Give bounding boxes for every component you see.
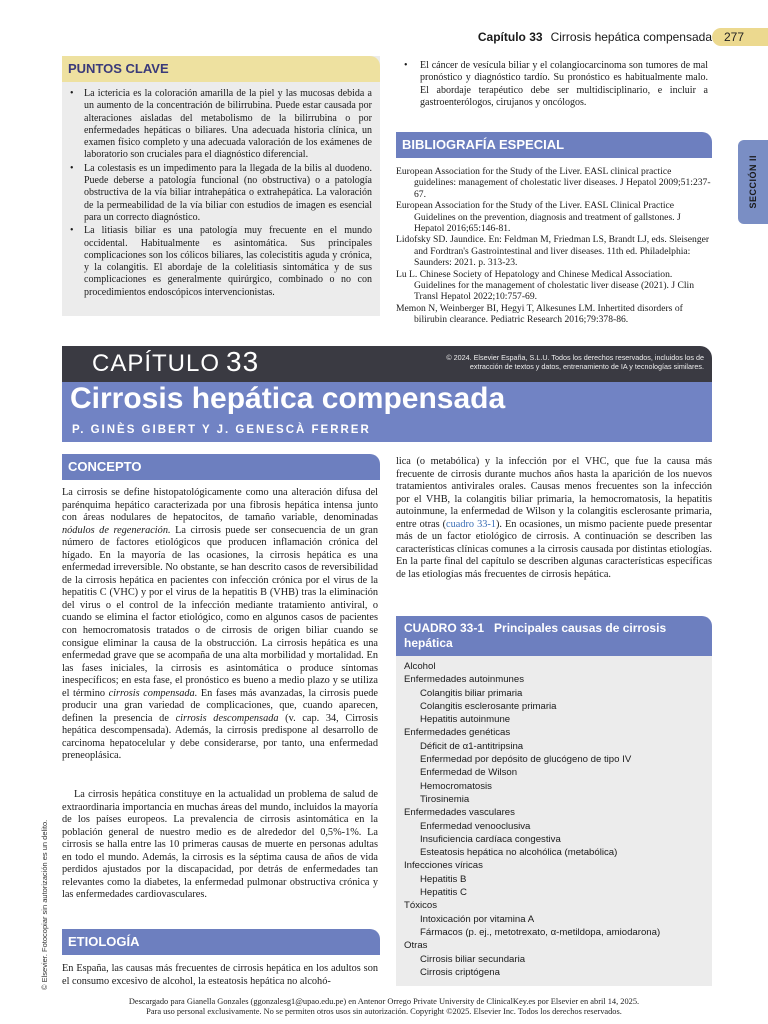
reference-item: Lidofsky SD. Jaundice. En: Feldman M, Friedman LS, Brandt LJ, eds. Sleisenger and Fordtran's Gastrointestinal and liver diseases. 11th ed. Philadelphia: Saunders: 2021. p. 313-23.	[396, 234, 710, 269]
cuadro-category: Tóxicos	[404, 900, 438, 912]
cuadro-subitem: Hemocromatosis	[420, 780, 492, 792]
puntos-clave-list	[68, 88, 372, 300]
etiologia-paragraph: En España, las causas más frecuentes de cirrosis hepática en los adultos son el consumo excesivo de alcohol, la esteatosis hepática no alcohó-	[62, 963, 378, 987]
bibliografia-heading: BIBLIOGRAFÍA ESPECIAL	[402, 137, 565, 152]
text-run: (v. cap. 34, Cirrosis hepática descompensada). Además, la cirrosis predispone al desarrollo de carcinoma hepatocelular y debe considerarse, por tanto, una enfermedad preneoplásica.	[62, 712, 378, 762]
cuadro-title-text: Principales causas de cirrosis hepática	[404, 621, 667, 650]
reference-item: Lu L. Chinese Society of Hepatology and Chinese Medical Association. Guidelines for the management of cholestatic liver disease (2021). J Clin Transl Hepatol 2022;10:757-69.	[396, 268, 695, 303]
bibliografia-list	[396, 166, 712, 326]
list-item: • La litiasis biliar es una patología muy frecuente en el mundo occidental. Habitualmente es asintomática. Sus principales complicaciones son los cólicos biliares, las colecistitis aguda y crónica, y la colangitis. El abordaje de la colelitiasis sintomática y de sus complicaciones es generalmente quirúrgico, combinado o no con procedimientos endoscópicos intervencionistas.	[68, 225, 372, 299]
reference-item: European Association for the Study of the Liver. EASL Clinical Practice Guidelines on the prevention, diagnosis and treatment of gallstones. J Hepatol 2016;65:146-81.	[396, 200, 681, 235]
cuadro-category: Enfermedades genéticas	[404, 727, 511, 739]
footer-line-2: Para uso personal exclusivamente. No se permiten otros usos sin autorización. Copyright ©2025. Elsevier Inc. Todos los derechos reservados.	[146, 1007, 622, 1016]
cuadro-category: Otras	[404, 940, 428, 952]
list-item: • La colestasis es un impedimento para la llegada de la bilis al duodeno. Puede deberse a patología funcional (no obstructiva) o a patología obstructiva de la vía biliar intrahepática o extrahepática. La valoración de la permeabilidad de la vía biliar con estudios de imagen es esencial para un correcto diagnóstico.	[68, 163, 372, 224]
emphasis: cirrosis compensada.	[108, 687, 198, 699]
text-run: En fases más avanzadas, la cirrosis puede producir una gran variedad de complicaciones, que, cuando aparecen, definen la presencia de	[62, 687, 378, 724]
reference-item: Memon N, Weinberger BI, Hegyi T, Alkesunes LM. Inhertited disorders of bilirubin clearance. Pediatric Research 2016;79:378-86.	[396, 302, 683, 326]
chapter-number: 33	[226, 346, 260, 377]
cuadro-subitem: Fármacos (p. ej., metotrexato, α-metildopa, amiodarona)	[420, 926, 661, 938]
section-tab-label: SECCIÓN II	[748, 155, 758, 209]
cuadro-subitem: Cirrosis biliar secundaria	[420, 953, 526, 965]
list-item: • La ictericia es la coloración amarilla de la piel y las mucosas debida a un aumento de la concentración de bilirrubina. Puede estar causada por alteraciones aisladas del metabolismo de la bilirrubina o por enfermedades hepáticas o biliares. Una adecuada historia clínica, un examen físico completo y una adecuada valoración de los exámenes de laboratorio son cruciales para el diagnóstico diferencial.	[68, 88, 372, 162]
emphasis: cirrosis descompensada	[175, 712, 279, 724]
cuadro-subitem: Intoxicación por vitamina A	[420, 913, 535, 925]
cuadro-subitem: Esteatosis hepática no alcohólica (metabólica)	[420, 847, 618, 859]
cuadro-subitem: Hepatitis C	[420, 887, 467, 899]
etiologia-heading: ETIOLOGÍA	[68, 934, 140, 949]
chapter-authors: P. GINÈS GIBERT Y J. GENESCÀ FERRER	[72, 424, 371, 436]
chapter-word: CAPÍTULO	[92, 350, 221, 377]
cuadro-list	[404, 660, 704, 979]
page-footer	[0, 997, 768, 1017]
cuadro-category: Infecciones víricas	[404, 860, 483, 872]
running-header	[478, 30, 712, 44]
right-column-paragraph	[396, 456, 712, 581]
cuadro-category: Enfermedades autoinmunes	[404, 674, 524, 686]
cuadro-subitem: Hepatitis autoinmune	[420, 714, 511, 726]
chapter-title: Cirrosis hepática compensada	[70, 382, 506, 415]
text-run: La cirrosis se define histopatológicamente como una alteración difusa del parénquima hepático caracterizada por una fibrosis hepática intensa junto con áreas nodulares de hepatocitos, de tamaño variable, denominadas	[62, 487, 378, 524]
cuadro-subitem: Déficit de α1-antitripsina	[420, 740, 524, 752]
cuadro-link[interactable]: cuadro 33-1	[446, 518, 496, 530]
cuadro-number: CUADRO 33-1	[404, 621, 485, 635]
cuadro-subitem: Cirrosis criptógena	[420, 966, 500, 978]
text-run: lica (o metabólica) y la infección por el VHC, que fue la causa más frecuente de cirrosis durante muchos años hasta la aparición de los nuevos tratamientos antivirales orales. Causas menos frecuentes son la infección por el VHB, la colangitis biliar primaria, la hemocromatosis, la hepatitis autoinmune, la enfermedad de Wilson y la colangitis esclerosante primaria, entre otras (	[396, 456, 712, 530]
cuadro-category: Enfermedades vasculares	[404, 807, 515, 819]
list-item: • El cáncer de vesícula biliar y el colangiocarcinoma son tumores de mal pronóstico y diagnóstico tardío. Su pronóstico es habitualmente malo. El abordaje terapéutico debe ser multidisciplinario, e incluir a gastroenterólogos, cirujanos y oncólogos.	[400, 60, 708, 109]
etiologia-header	[62, 929, 380, 955]
concepto-heading: CONCEPTO	[68, 459, 142, 474]
concepto-paragraph-1	[62, 487, 378, 763]
puntos-clave-heading: PUNTOS CLAVE	[68, 61, 169, 76]
puntos-clave-continued	[400, 60, 708, 109]
chapter-label	[92, 346, 259, 378]
running-header-chapter: Capítulo 33	[477, 30, 543, 44]
cuadro-subitem: Hepatitis B	[420, 873, 467, 885]
cuadro-title	[404, 621, 704, 651]
concepto-paragraph-2: La cirrosis hepática constituye en la actualidad un problema de salud de extraordinaria importancia en muchas áreas del mundo, incluidos la mayoría de los países europeos. La prevalencia de cirrosis asintomática en la población general de nuestro medio es de alrededor del 0,5%-1%. La cirrosis se halla entre las 10 primeras causas de muerte en personas adultas en todo el mundo. Además, la cirrosis es la séptima causa de años de vida perdidos ajustados por la discapacidad, por detrás de enfermedades tan relevantes como la diabetes, la enfermedad pulmonar obstructiva crónica y las enfermedades cardiovasculares.	[62, 789, 378, 901]
section-tab	[738, 140, 768, 224]
cuadro-subitem: Tirosinemia	[420, 793, 470, 805]
emphasis: nódulos de regeneración.	[62, 524, 171, 536]
running-header-title: Cirrosis hepática compensada	[550, 30, 712, 44]
reference-item: European Association for the Study of the Liver. EASL clinical practice guidelines: management of cholestatic liver diseases. J Hepatol 2009;51:237-67.	[396, 166, 711, 200]
bibliografia-header	[396, 132, 712, 158]
cuadro-category: Alcohol	[404, 661, 436, 672]
page-number: 277	[712, 28, 768, 46]
puntos-clave-header	[62, 56, 380, 82]
cuadro-subitem: Enfermedad de Wilson	[420, 767, 518, 779]
cuadro-subitem: Enfermedad venooclusiva	[420, 820, 531, 832]
cuadro-subitem: Colangitis esclerosante primaria	[420, 700, 557, 712]
concepto-header	[62, 454, 380, 480]
copyright-notice: © 2024. Elsevier España, S.L.U. Todos los derechos reservados, incluidos los de extracción de textos y datos, entrenamiento de IA y tecnologías similares.	[446, 353, 704, 371]
footer-line-1: Descargado para Gianella Gonzales (ggonzalesg1@upao.edu.pe) en Antenor Orrego Private University de ClinicalKey.es por Elsevier en abril 14, 2025.	[128, 997, 640, 1006]
text-run: La cirrosis puede ser consecuencia de un gran número de factores etiológicos que producen inflamación crónica del hígado. En la mayoría de las ocasiones, la cirrosis hepática es una enfermedad irreversible. No obstante, se han descrito casos de reversibilidad de la cirrosis hepática en pacientes con infección crónica por el virus de la hepatitis C (VHC) y por el virus de la hepatitis B (VHB) tras la eliminación del virus o el control de la infección mediante tratamiento antiviral, o cuando se elimina el factor etiológico, como en algunos casos de pacientes con hemocromatosis tratados o de cirrosis de origen biliar cuando se consigue eliminar la causa de la obstrucción. La cirrosis hepática es una enfermedad grave que se acompaña de una alta morbilidad y mortalidad. En las fases iniciales, la cirrosis es asintomática o produce síntomas inespecíficos; en esta fase, el pronóstico es bueno a medio plazo y se utiliza el término	[62, 524, 378, 699]
cuadro-subitem: Enfermedad por depósito de glucógeno de tipo IV	[420, 754, 632, 766]
text-run: ). En ocasiones, un mismo paciente puede presentar más de un factor etiológico de cirrosis. A continuación se describen las características clínicas comunes a la cirrosis causada por distintas etiologías. En la parte final del capítulo se describen algunas características específicas de las etiologías más frecuentes de cirrosis hepática.	[396, 518, 712, 580]
cuadro-subitem: Colangitis biliar primaria	[420, 687, 523, 699]
cuadro-subitem: Insuficiencia cardíaca congestiva	[420, 833, 561, 845]
side-note: © Elsevier. Fotocopiar sin autorización es un delito.	[40, 819, 49, 990]
